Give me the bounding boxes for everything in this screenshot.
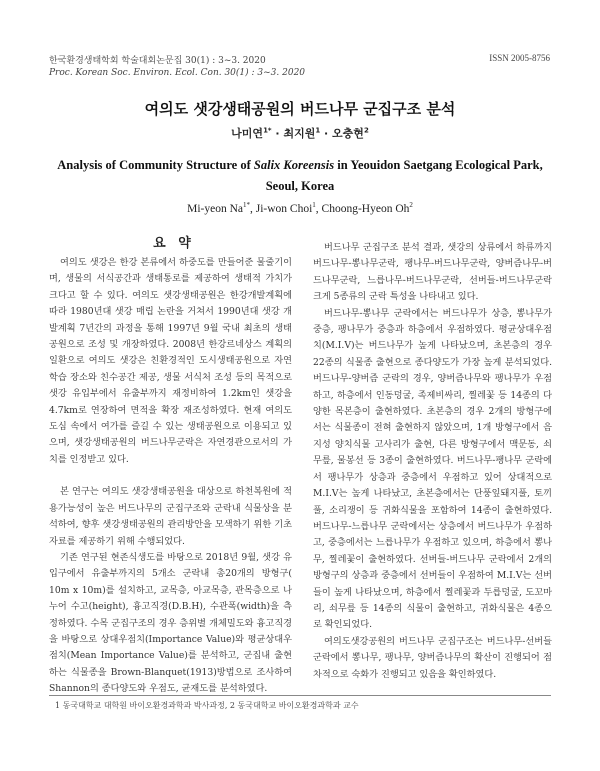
abstract-paragraph: 기존 연구된 현존식생도를 바탕으로 2018년 9월, 샛강 유입구에서 유출부까지의 5개소 군락내 총20개의 방형구( 10m x 10m)를 설치하고, 교목층, 아교목층, 관목층으로 나누어 수고(height), 흉고직경(D.B.H), 수관폭(width)을 측정하였다. 수목 군집구조의 경우 층위별 개체밀도와 흉고직경을 바탕으로 상대우점치(Importance Value)와 평균상대우점치(Mean Importance Value)를 분석하고, 군집내 출현하는 식물종을 Brown-Blanquet(1913)방법으로 조사하여 Shannon의 종다양도와 우점도, 균재도를 분석하였다. — [49, 551, 292, 695]
abstract-right-column — [313, 240, 552, 683]
abstract-paragraph: 여의도샛강공원의 버드나무 군집구조는 버드나무-선버들 군락에서 뽕나무, 팽나무, 양버즘나무의 확산이 진행되어 점차적으로 숙화가 진행되고 있음을 확인하였다. — [313, 635, 552, 680]
abstract-paragraph: 여의도 샛강은 한강 본류에서 하중도를 만들어준 물줄기이며, 생물의 서식공간과 생태통로를 제공하여 생태적 가치가 크다고 할 수 있다. 여의도 샛강생태공원은 한강개발계획에 따라 1980년대 샛강 매립 논란을 거쳐서 1990년대 샛강 개발계획 7년간의 과정을 통해 1997년 9월 국내 최초의 생태공원으로 조성 및 개장하였다. 2008년 한강르네상스 계획의 일환으로 여의도 샛강은 친환경적인 도시생태공원으로 자연학습 장소와 친수공간 제공, 생물 서식처 조성 등의 목적으로 샛강 유입부에서 유출부까지 재정비하여 1.2km인 샛강을 4.7km로 연장하여 면적을 확장 재조성하였다. 현재 여의도 도심 속에서 여가를 즐길 수 있는 생태공원으로 이용되고 있으며, 샛강생태공원의 버드나무군락은 자연경관으로서의 가치를 인정받고 있다. — [49, 257, 292, 465]
authors-ko: 나미연$^{1*}$ · 최지원$^1$ · 오충현$^2$ — [231, 126, 369, 140]
issn: ISSN 2005-8756 — [489, 53, 550, 63]
abstract-paragraph: 본 연구는 여의도 샛강생태공원을 대상으로 하천복원에 적용가능성이 높은 버드나무의 군집구조와 군락내 식물상을 분석하여, 향후 샛강생태공원의 관리방안을 모색하기 위한 기초자료를 제공하기 위해 수행되었다. — [49, 486, 292, 547]
species-name: Salix Koreensis — [253, 158, 335, 172]
abstract-paragraph: 버드나무 군집구조 분석 결과, 샛강의 상류에서 하류까지 버드나무-뽕나무군락, 팽나무-버드나무군락, 양버즘나무-버드나무군락, 느릅나무-버드나무군락, 선버들-버드나무군락 크게 5종류의 군락 특성을 나타내고 있다. — [313, 242, 552, 303]
author-name: 최지원 — [283, 127, 316, 140]
abstract-heading: 요 약 — [153, 236, 195, 251]
paper-title-en: Analysis of Community Structure of Salix Koreensis in Yeouidon Saetgang Ecological Park, Seoul, Korea — [57, 158, 543, 193]
journal-header-ko: 한국환경생태학회 학술대회논문집 30(1) : 3~3. 2020 — [49, 56, 266, 66]
author-name: 오충현 — [332, 127, 364, 140]
footnote: 1 동국대학교 대학원 바이오환경과학과 박사과정, 2 동국대학교 바이오환경과학과 교수 — [55, 701, 359, 710]
abstract-paragraph: 버드나무-뽕나무 군락에서는 버드나무가 상층, 뽕나무가 중층, 팽나무가 중층과 하층에서 우점하였다. 평균상대우점치(M.I.V)는 버드나무가 높게 나타났으며, 초본층의 경우 22종의 식물종 출현으로 종다양도가 가장 높게 분석되었다. 버드나무-양버즘 군락의 경우, 양버즘나무와 팽나무가 우점하고, 하층에서 인동덩굴, 족제비싸리, 찔레꽃 등 14종의 다양한 목본층이 출현하였다. 초본층의 경우 2개의 방형구에서는 식물종이 전혀 출현하지 않았으며, 1개 방형구에서 음지성 양치식물 고사리가 출현, 다른 방형구에서 맥문동, 쇠무릎, 물봉선 등 3종이 출현하였다. 버드나무-팽나무 군락에서 팽나무가 상층과 중층에서 우점하고 있어 상대적으로 M.I.V는 높게 나타났고, 초본층에서는 단풍잎돼지풀, 토끼풀, 소리쟁이 등 귀화식물을 포함하여 14종이 출현하였다. 버드나무-느릅나무 군락에서는 상층에서 버드나무가 우점하고, 중층에서는 느릅나무가 우점하고 있으며, 하층에서 뽕나무, 찔레꽃이 출현하였다. 선버들-버드나무 군락에서 2개의 방형구의 상층과 중층에서 선버들이 우점하여 M.I.V는 선버들이 높게 나타났으며, 하층에서 찔레꽃과 두릅덩굴, 도꼬마리, 쇠무릎 등 14종의 식물이 출현하고, 귀화식물은 4종으로 확인되었다. — [313, 307, 552, 631]
authors-en: Mi-yeon $Na^{1*}$, Ji-won Choi$^1$, Choong-Hyeon Oh$^2$ — [187, 201, 413, 215]
paper-title-ko: 여의도 샛강생태공원의 버드나무 군집구조 분석 — [144, 100, 456, 118]
journal-header-en: Proc. Korean Soc. Environ. Ecol. Con. 30(1) : 3~3. 2020 — [49, 68, 306, 78]
author-name: 나미연 — [231, 127, 264, 140]
abstract-left-column — [49, 255, 292, 698]
footnote-divider — [49, 695, 551, 696]
